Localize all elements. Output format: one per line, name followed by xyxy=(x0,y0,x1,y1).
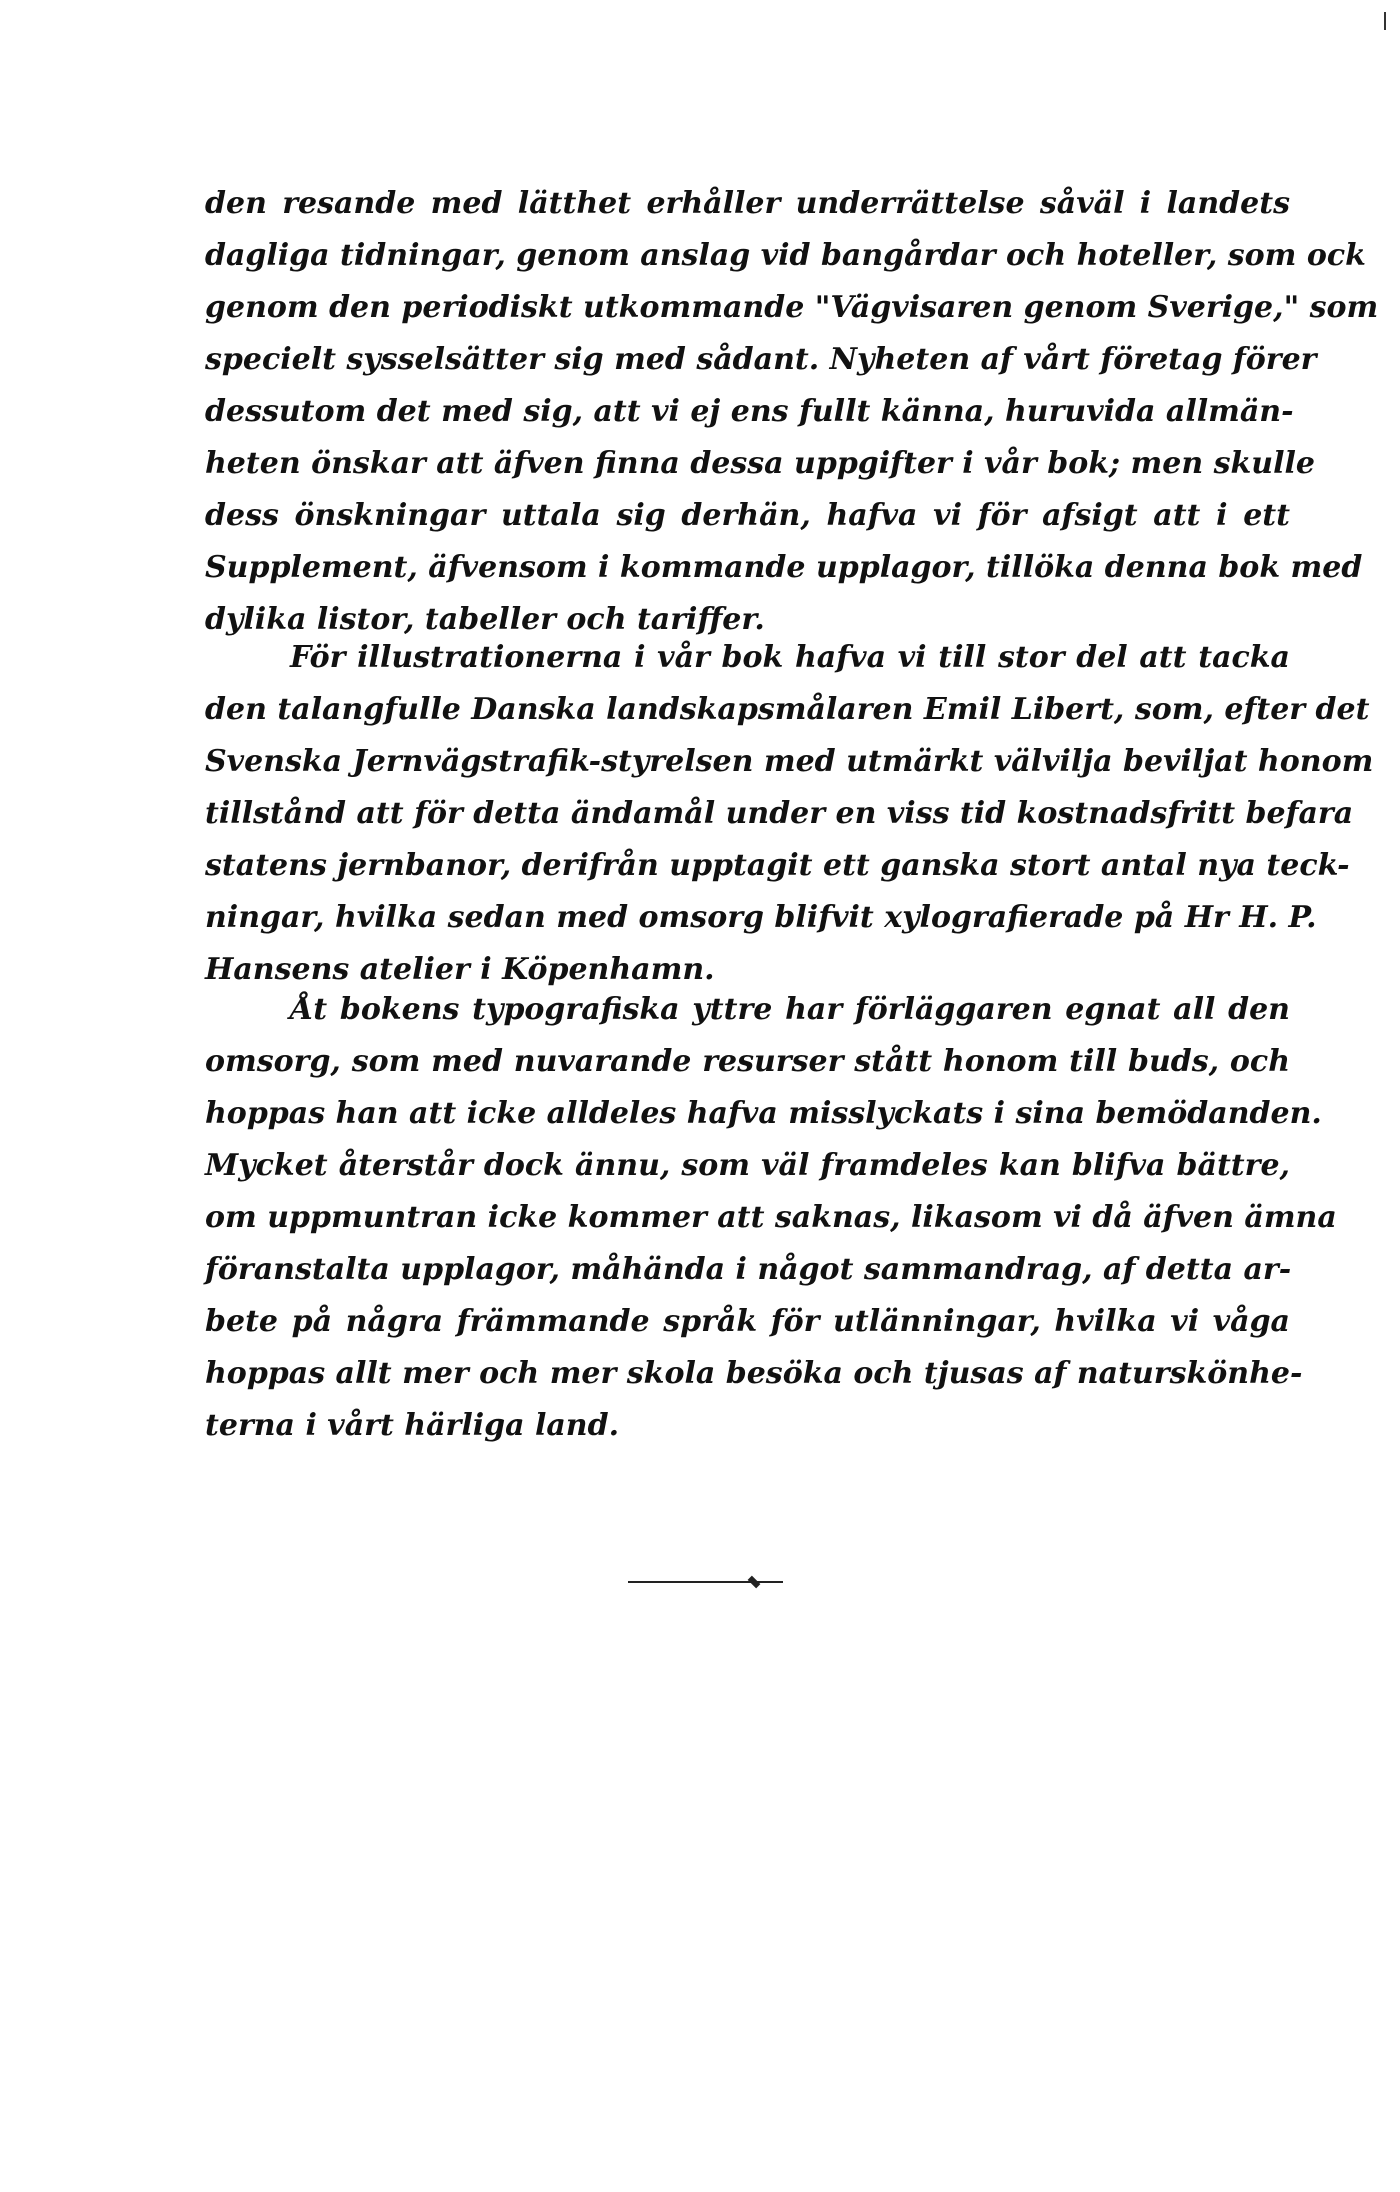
text-line: Hansens atelier i Köpenhamn. xyxy=(205,952,715,987)
text-line: dagliga tidningar, genom anslag vid bangårdar och hoteller, som ock xyxy=(205,238,1366,273)
text-line: Åt bokens typografiska yttre har förläggaren egnat all den xyxy=(290,992,1290,1027)
text-line: Svenska Jernvägstrafik-styrelsen med utmärkt välvilja beviljat honom xyxy=(205,744,1374,779)
text-line: hoppas allt mer och mer skola besöka och tjusas af naturskönhe- xyxy=(205,1356,1303,1391)
text-line: Supplement, äfvensom i kommande upplagor, tillöka denna bok med xyxy=(205,550,1363,585)
paragraph-3 xyxy=(205,984,1337,1452)
text-line: hoppas han att icke alldeles hafva misslyckats i sina bemödanden. xyxy=(205,1096,1322,1131)
text-line: Mycket återstår dock ännu, som väl framdeles kan blifva bättre, xyxy=(205,1148,1290,1183)
text-line: heten önskar att äfven finna dessa uppgifter i vår bok; men skulle xyxy=(205,446,1315,481)
margin-mark xyxy=(1384,12,1386,30)
text-line: dylika listor, tabeller och tariffer. xyxy=(205,602,765,637)
text-line: ningar, hvilka sedan med omsorg blifvit xylografierade på Hr H. P. xyxy=(205,900,1317,935)
text-line: om uppmuntran icke kommer att saknas, likasom vi då äfven ämna xyxy=(205,1200,1337,1235)
text-line: den talangfulle Danska landskapsmålaren Emil Libert, som, efter det xyxy=(205,692,1370,727)
text-line: dess önskningar uttala sig derhän, hafva vi för afsigt att i ett xyxy=(205,498,1290,533)
text-line: statens jernbanor, derifrån upptagit ett ganska stort antal nya teck- xyxy=(205,848,1350,883)
text-line: föranstalta upplagor, måhända i något sammandrag, af detta ar- xyxy=(205,1252,1292,1287)
text-line: genom den periodiskt utkommande "Vägvisaren genom Sverige," som xyxy=(205,290,1379,325)
text-line: bete på några främmande språk för utlänningar, hvilka vi våga xyxy=(205,1304,1290,1339)
text-line: dessutom det med sig, att vi ej ens fullt känna, huruvida allmän- xyxy=(205,394,1294,429)
text-line: specielt sysselsätter sig med sådant. Nyheten af vårt företag förer xyxy=(205,342,1317,377)
text-line: terna i vårt härliga land. xyxy=(205,1408,620,1443)
text-line: För illustrationerna i vår bok hafva vi till stor del att tacka xyxy=(290,640,1290,675)
text-line: omsorg, som med nuvarande resurser stått honom till buds, och xyxy=(205,1044,1290,1079)
paragraph-2 xyxy=(205,632,1374,996)
text-line: den resande med lätthet erhåller underrättelse såväl i landets xyxy=(205,186,1290,221)
text-line: tillstånd att för detta ändamål under en viss tid kostnadsfritt befara xyxy=(205,796,1354,831)
divider-ornament-icon xyxy=(748,1576,761,1589)
paragraph-1 xyxy=(205,178,1379,646)
